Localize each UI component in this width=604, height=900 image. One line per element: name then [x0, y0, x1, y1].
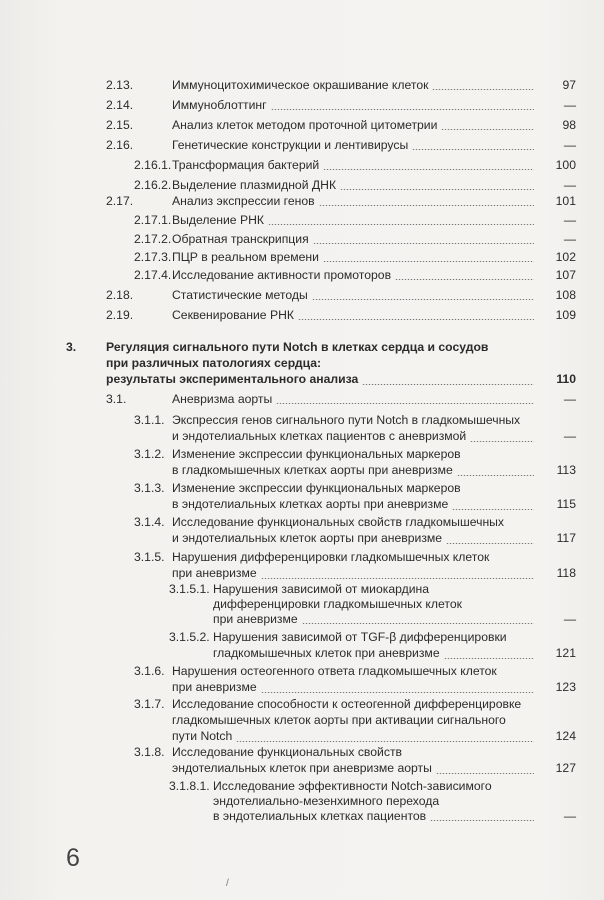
dot-leader [362, 384, 534, 385]
toc-entry-title: и эндотелиальных клеток аорты при аневризме [172, 531, 443, 545]
toc-entry-page: — [563, 429, 576, 443]
toc-entry-title: Аневризма аорты [172, 392, 273, 406]
toc-entry [134, 515, 576, 547]
toc-entry-title: Исследование активности промоторов [172, 268, 392, 282]
toc-entry [134, 232, 576, 247]
toc-entry [169, 582, 576, 627]
toc-entry-title: Выделение РНК [172, 213, 264, 227]
toc-entry-title: и эндотелиальных клетках пациентов с аневризмой [172, 429, 467, 443]
toc-entry-title: пути Notch [172, 729, 233, 743]
toc-entry-title: Экспрессия генов сигнального пути Notch в гладкомышечных [172, 413, 521, 427]
toc-entry-number: 2.17. [106, 194, 134, 208]
toc-entry-page: 121 [555, 646, 576, 660]
toc-entry-title: при аневризме [172, 680, 257, 694]
toc-entry-title: при различных патологиях сердца: [106, 356, 322, 370]
toc-entry-title: Трансформация бактерий [172, 158, 320, 172]
toc-entry-title: при аневризме [213, 612, 298, 626]
toc-entry [106, 392, 576, 407]
toc-entry-title: эндотелиальных клеток при аневризме аорты [172, 761, 432, 775]
toc-entry-title: Исследование эффективности Notch-зависимого [213, 779, 492, 793]
toc-entry-title: Изменение экспрессии функциональных маркеров [172, 481, 461, 495]
dot-leader [457, 475, 534, 476]
toc-entry [134, 268, 576, 283]
dot-leader [470, 441, 534, 442]
toc-entry-title: в гладкомышечных клетках аорты при аневризме [172, 463, 453, 477]
dot-leader [444, 658, 534, 659]
dot-leader [268, 224, 534, 225]
toc-entry-page: — [563, 98, 576, 112]
toc-entry [134, 213, 576, 228]
toc-entry-title: Нарушения остеогенного ответа гладкомышечных клеток [172, 664, 497, 678]
toc-entry-number: 3.1.5. [134, 550, 165, 564]
dot-leader [302, 623, 534, 624]
toc-entry-title: при аневризме [172, 566, 257, 580]
toc-entry-number: 3.1.7. [134, 697, 165, 711]
toc-entry-page: 117 [556, 531, 576, 545]
toc-entry-page: — [563, 232, 576, 246]
toc-entry-title: Статистические методы [172, 288, 308, 302]
toc-entry [106, 288, 576, 303]
toc-entry [134, 447, 576, 479]
toc-entry-number: 3. [66, 340, 77, 354]
toc-entry [134, 697, 576, 745]
toc-entry-page: 100 [555, 158, 576, 172]
toc-entry-number: 2.17.4. [134, 268, 172, 282]
toc-entry [134, 664, 576, 696]
toc-entry-title: Регуляция сигнального пути Notch в клетках сердца и сосудов [106, 340, 489, 354]
toc-entry-title: гладкомышечных клеток при аневризме [213, 646, 440, 660]
toc-entry-page: 108 [555, 288, 576, 302]
dot-leader [432, 89, 534, 90]
toc-entry [66, 340, 576, 388]
toc-entry-page: 115 [556, 497, 576, 511]
toc-entry-title: Изменение экспрессии функциональных маркеров [172, 447, 461, 461]
dot-leader [298, 319, 534, 320]
toc-entry-title: в эндотелиальных клетках аорты при аневризме [172, 497, 449, 511]
toc-entry-title: Иммуноцитохимическое окрашивание клеток [172, 78, 429, 92]
toc-entry [106, 138, 576, 153]
dot-leader [319, 205, 534, 206]
toc-entry [134, 178, 576, 193]
toc-entry-number: 2.17.1. [134, 213, 172, 227]
toc-entry-number: 2.13. [106, 78, 134, 92]
toc-entry-number: 2.15. [106, 118, 134, 132]
toc-entry-page: — [563, 612, 576, 626]
toc-entry-number: 3.1.6. [134, 664, 165, 678]
toc-entry-title: Нарушения зависимой от TGF-β дифференцировки [213, 630, 507, 644]
toc-entry-page: 118 [556, 566, 576, 580]
toc-entry-page: 127 [555, 761, 576, 775]
toc-entry-number: 2.16.1. [134, 158, 172, 172]
toc-entry [134, 250, 576, 265]
toc-entry-page: 102 [555, 250, 576, 264]
dot-leader [323, 261, 534, 262]
toc-entry-number: 3.1.8. [134, 745, 165, 759]
toc-entry-number: 2.16.2. [134, 178, 172, 192]
toc-entry-number: 3.1.2. [134, 447, 165, 461]
toc-entry-number: 2.14. [106, 98, 134, 112]
toc-entry-number: 2.17.3. [134, 250, 172, 264]
toc-entry-title: Нарушения дифференцировки гладкомышечных клеток [172, 550, 490, 564]
toc-entry-page: 98 [562, 118, 576, 132]
toc-entry-title: Исследование функциональных свойств [172, 745, 402, 759]
toc-entry-title: Генетические конструкции и лентивирусы [172, 138, 409, 152]
toc-entry-number: 2.17.2. [134, 232, 172, 246]
dot-leader [452, 509, 534, 510]
dot-leader [313, 243, 534, 244]
toc-entry-number: 2.19. [106, 308, 134, 322]
toc-entry [134, 481, 576, 513]
toc-entry-title: Секвенирование РНК [172, 308, 294, 322]
toc-entry-title: ПЦР в реальном времени [172, 250, 319, 264]
toc-entry-page: — [563, 213, 576, 227]
toc-entry-page: — [563, 392, 576, 406]
page-number: 6 [66, 844, 80, 872]
toc-entry [134, 745, 576, 777]
toc-entry-page: — [563, 178, 576, 192]
dot-leader [430, 820, 534, 821]
toc-entry-title: Анализ клеток методом проточной цитометрии [172, 118, 438, 132]
footer-mark: / [226, 878, 229, 889]
toc-entry [106, 118, 576, 133]
toc-entry [134, 158, 576, 173]
toc-entry [134, 413, 576, 445]
toc-entry-title: Исследование способности к остеогенной дифференцировке [172, 697, 522, 711]
toc-entry [169, 779, 576, 824]
dot-leader [441, 129, 534, 130]
toc-entry-page: 109 [555, 308, 576, 322]
toc-entry-page: 113 [556, 463, 576, 477]
toc-entry-title: эндотелиально-мезенхимного перехода [213, 794, 440, 808]
toc-entry-page: — [563, 138, 576, 152]
toc-entry-title: гладкомышечных клеток аорты при активации сигнального [172, 713, 506, 727]
dot-leader [412, 149, 534, 150]
toc-entry-number: 3.1.8.1. [169, 779, 210, 793]
dot-leader [312, 299, 534, 300]
toc-entry-number: 3.1.5.2. [169, 630, 210, 644]
dot-leader [236, 741, 534, 742]
toc-entry-number: 3.1. [106, 392, 127, 406]
toc-entry-page: 110 [556, 372, 576, 386]
toc-entry-title: Обратная транскрипция [172, 232, 309, 246]
toc-entry-title: Анализ экспрессии генов [172, 194, 315, 208]
dot-leader [271, 109, 534, 110]
toc-entry-page: 123 [555, 680, 576, 694]
dot-leader [395, 279, 534, 280]
toc-entry [134, 550, 576, 582]
toc-entry-page: 97 [562, 78, 576, 92]
dot-leader [276, 403, 534, 404]
toc-entry-number: 3.1.1. [134, 413, 165, 427]
toc-entry-page: 107 [555, 268, 576, 282]
toc-entry-title: Исследование функциональных свойств гладкомышечных [172, 515, 505, 529]
toc-entry-title: в эндотелиальных клетках пациентов [213, 809, 427, 823]
toc-entry-number: 2.18. [106, 288, 134, 302]
toc-entry-number: 3.1.4. [134, 515, 165, 529]
toc-entry-number: 2.16. [106, 138, 134, 152]
dot-leader [261, 578, 534, 579]
toc-entry-number: 3.1.5.1. [169, 582, 210, 596]
toc-entry-number: 3.1.3. [134, 481, 165, 495]
dot-leader [323, 169, 534, 170]
toc-entry-page: 124 [555, 729, 576, 743]
toc-entry-title: Нарушения зависимой от миокардина [213, 582, 430, 596]
toc-entry-title: Выделение плазмидной ДНК [172, 178, 337, 192]
toc-entry-title: дифференцировки гладкомышечных клеток [213, 597, 462, 611]
dot-leader [340, 189, 534, 190]
toc-entry [106, 308, 576, 323]
toc-entry-page: 101 [555, 194, 576, 208]
dot-leader [261, 692, 534, 693]
dot-leader [446, 543, 534, 544]
toc-entry-page: — [563, 809, 576, 823]
toc-entry-title: Иммуноблоттинг [172, 98, 267, 112]
toc-entry-title: результаты экспериментального анализа [106, 372, 359, 386]
toc-entry [106, 98, 576, 113]
toc-entry [169, 630, 576, 662]
toc-entry [106, 194, 576, 209]
toc-entry [106, 78, 576, 93]
dot-leader [436, 773, 534, 774]
